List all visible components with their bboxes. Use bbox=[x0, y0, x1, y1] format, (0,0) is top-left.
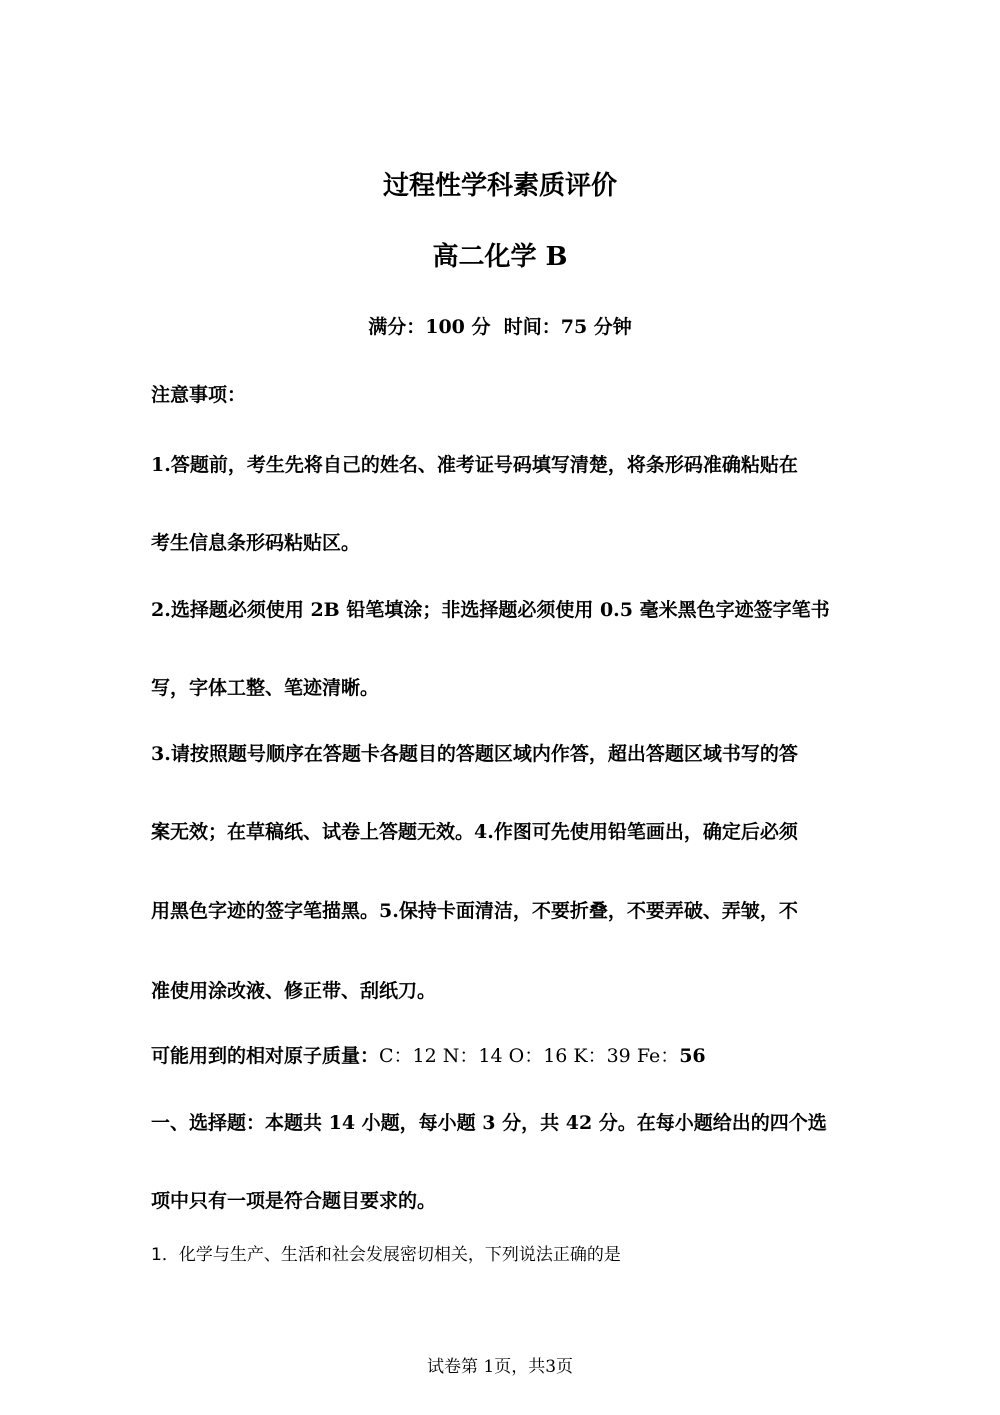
question-1-stem: 1．化学与生产、生活和社会发展密切相关，下列说法正确的是 bbox=[151, 1245, 621, 1265]
notes-line: 3.请按照题号顺序在答题卡各题目的答题区域内作答，超出答题区域书写的答 bbox=[151, 743, 798, 765]
notes-heading: 注意事项： bbox=[151, 384, 247, 406]
page-subtitle: 高二化学 B bbox=[432, 242, 568, 272]
section-one-heading-cont: 项中只有一项是符合题目要求的。 bbox=[151, 1190, 437, 1212]
page-title: 过程性学科素质评价 bbox=[382, 171, 617, 201]
page-footer: 试卷第 1页，共3页 bbox=[426, 1357, 574, 1377]
notes-line: 写，字体工整、笔迹清晰。 bbox=[151, 677, 380, 699]
atomic-mass-label: 可能用到的相对原子质量： bbox=[151, 1045, 380, 1067]
score-time-line: 满分：100 分 时间：75 分钟 bbox=[368, 316, 632, 338]
notes-line: 2.选择题必须使用 2B 铅笔填涂；非选择题必须使用 0.5 毫米黑色字迹签字笔书 bbox=[151, 599, 830, 621]
notes-line: 1.答题前，考生先将自己的姓名、准考证号码填写清楚，将条形码准确粘贴在 bbox=[151, 454, 798, 476]
section-one-heading: 一、选择题：本题共 14 小题，每小题 3 分，共 42 分。在每小题给出的四个选 bbox=[151, 1112, 827, 1134]
atomic-mass-values: C：12 N：14 O：16 K：39 Fe： bbox=[379, 1045, 680, 1067]
atomic-mass-line bbox=[151, 1043, 851, 1069]
notes-line: 用黑色字迹的签字笔描黑。5.保持卡面清洁，不要折叠，不要弄破、弄皱，不 bbox=[151, 900, 798, 922]
notes-line: 考生信息条形码粘贴区。 bbox=[151, 532, 361, 554]
notes-line: 案无效；在草稿纸、试卷上答题无效。4.作图可先使用铅笔画出，确定后必须 bbox=[151, 821, 798, 843]
atomic-mass-last-value: 56 bbox=[679, 1045, 706, 1067]
notes-line: 准使用涂改液、修正带、刮纸刀。 bbox=[151, 980, 437, 1002]
